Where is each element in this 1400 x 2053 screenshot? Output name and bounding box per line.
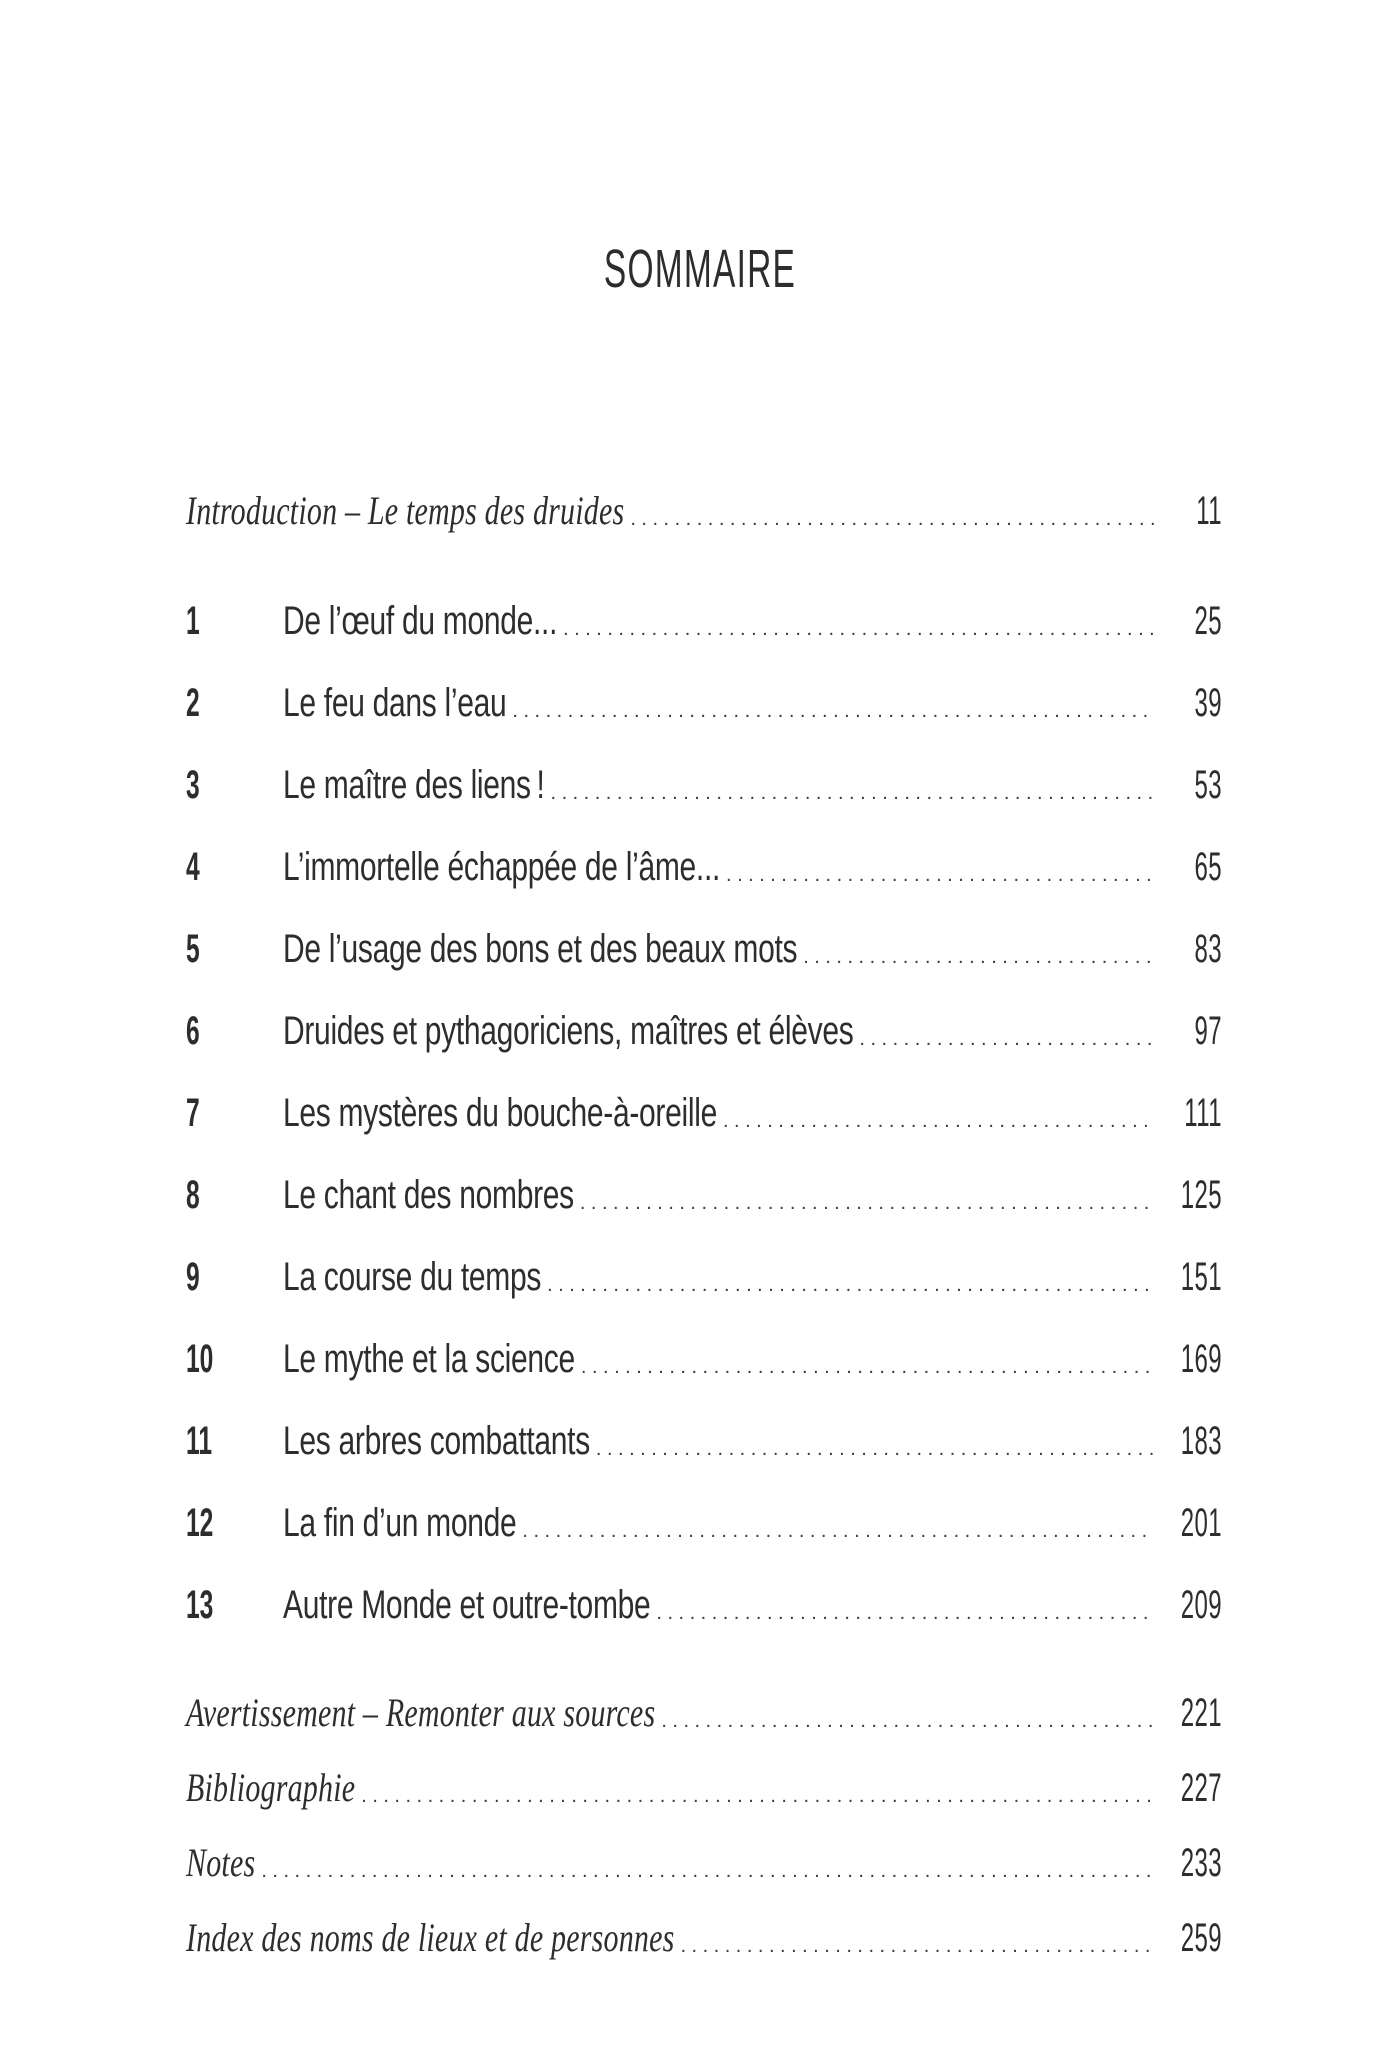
dot-leader: [596, 1432, 1154, 1468]
toc-entry: [186, 1691, 1222, 1740]
chapter-title: De l’œuf du monde...: [283, 599, 558, 644]
chapter-number: 11: [186, 1419, 213, 1464]
dot-leader: [581, 1350, 1154, 1386]
toc-entry-label: Avertissement – Remonter aux sources: [186, 1691, 656, 1736]
toc-entry-label: Introduction – Le temps des druides: [186, 489, 625, 534]
chapter-number: 6: [186, 1009, 200, 1054]
chapter-number: 10: [186, 1337, 214, 1382]
page-title-text: SOMMAIRE: [603, 239, 797, 299]
toc-entry-label: Bibliographie: [186, 1766, 356, 1811]
dot-leader: [630, 502, 1154, 538]
toc-entry: [186, 1841, 1222, 1890]
toc-entry-page-number: 227: [1180, 1766, 1222, 1811]
toc-entry-page-number: 25: [1194, 599, 1222, 644]
toc-entry-page-number: 53: [1194, 763, 1222, 808]
toc-entry-page-number: 39: [1194, 681, 1222, 726]
chapter-number: 4: [186, 845, 200, 890]
toc-chapter-entry: [186, 1009, 1222, 1058]
chapter-title: La fin d’un monde: [283, 1501, 517, 1546]
toc-entry-page-number: 151: [1180, 1255, 1222, 1300]
toc-entry: [186, 1916, 1222, 1965]
chapter-number: 8: [186, 1173, 200, 1218]
chapter-title: Autre Monde et outre-tombe: [283, 1583, 651, 1628]
dot-leader: [361, 1779, 1154, 1815]
dot-leader: [661, 1704, 1154, 1740]
chapter-title: Le chant des nombres: [283, 1173, 574, 1218]
toc-entry-page-number: 11: [1196, 489, 1222, 534]
chapter-title: Les arbres combattants: [283, 1419, 590, 1464]
chapter-title: Les mystères du bouche-à-oreille: [283, 1091, 717, 1136]
chapter-number: 2: [186, 681, 200, 726]
dot-leader: [547, 1268, 1154, 1304]
dot-leader: [551, 776, 1154, 812]
toc-entry-page-number: 221: [1180, 1691, 1222, 1736]
toc-entry-page-number: 209: [1180, 1583, 1222, 1628]
table-of-contents: [186, 489, 1222, 1965]
chapter-number: 5: [186, 927, 200, 972]
toc-entry-page-number: 83: [1194, 927, 1222, 972]
toc-entry-page-number: 97: [1194, 1009, 1222, 1054]
dot-leader: [723, 1104, 1154, 1140]
chapter-title: Le maître des liens !: [283, 763, 545, 808]
toc-entry-label: Notes: [186, 1841, 256, 1886]
toc-entry: [186, 489, 1222, 538]
chapter-title: Le feu dans l’eau: [283, 681, 507, 726]
toc-chapter-entry: [186, 1501, 1222, 1550]
dot-leader: [859, 1022, 1154, 1058]
chapter-number: 3: [186, 763, 200, 808]
chapter-title: La course du temps: [283, 1255, 542, 1300]
chapter-number: 7: [186, 1091, 200, 1136]
dot-leader: [522, 1514, 1154, 1550]
toc-entry: [186, 1766, 1222, 1815]
page-title: [0, 239, 1400, 299]
dot-leader: [580, 1186, 1154, 1222]
toc-entry-page-number: 259: [1180, 1916, 1222, 1961]
toc-entry-page-number: 233: [1180, 1841, 1222, 1886]
chapter-title: L’immortelle échappée de l’âme...: [283, 845, 721, 890]
dot-leader: [563, 612, 1154, 648]
toc-chapter-entry: [186, 1583, 1222, 1632]
front-matter-list: [186, 489, 1222, 538]
dot-leader: [803, 940, 1154, 976]
dot-leader: [512, 694, 1154, 730]
toc-entry-page-number: 111: [1184, 1091, 1222, 1136]
dot-leader: [681, 1929, 1155, 1965]
dot-leader: [656, 1596, 1154, 1632]
toc-chapter-entry: [186, 1255, 1222, 1304]
toc-entry-page-number: 201: [1180, 1501, 1222, 1546]
toc-entry-page-number: 169: [1180, 1337, 1222, 1382]
chapter-number: 12: [186, 1501, 214, 1546]
chapter-title: Le mythe et la science: [283, 1337, 575, 1382]
toc-chapter-entry: [186, 1173, 1222, 1222]
toc-chapter-entry: [186, 1091, 1222, 1140]
toc-chapter-entry: [186, 1337, 1222, 1386]
dot-leader: [261, 1854, 1154, 1890]
back-matter-list: [186, 1691, 1222, 1965]
toc-chapter-entry: [186, 1419, 1222, 1468]
chapter-list: [186, 599, 1222, 1632]
toc-chapter-entry: [186, 681, 1222, 730]
toc-chapter-entry: [186, 599, 1222, 648]
toc-chapter-entry: [186, 927, 1222, 976]
chapter-number: 9: [186, 1255, 200, 1300]
dot-leader: [726, 858, 1154, 894]
chapter-title: De l’usage des bons et des beaux mots: [283, 927, 798, 972]
toc-entry-page-number: 65: [1194, 845, 1222, 890]
toc-chapter-entry: [186, 845, 1222, 894]
toc-entry-page-number: 125: [1180, 1173, 1222, 1218]
toc-chapter-entry: [186, 763, 1222, 812]
chapter-number: 13: [186, 1583, 214, 1628]
chapter-title: Druides et pythagoriciens, maîtres et élèves: [283, 1009, 854, 1054]
toc-entry-page-number: 183: [1180, 1419, 1222, 1464]
toc-entry-label: Index des noms de lieux et de personnes: [186, 1916, 675, 1961]
chapter-number: 1: [186, 599, 200, 644]
